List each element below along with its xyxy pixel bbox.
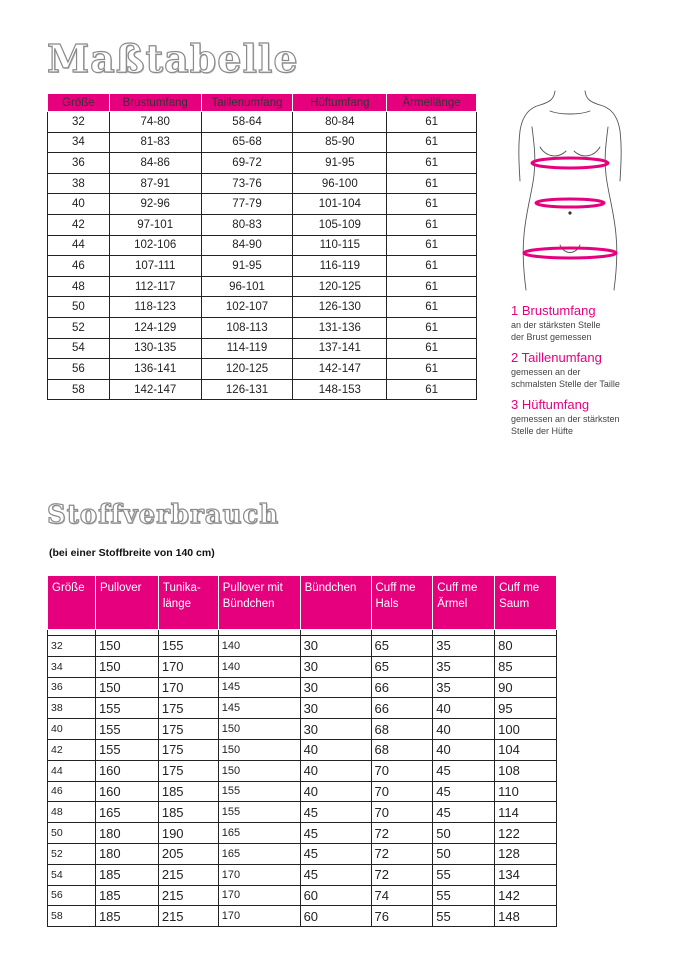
table-cell: 101-104 — [293, 194, 387, 215]
table-cell: 74 — [371, 885, 433, 906]
table-cell: 92-96 — [109, 194, 201, 215]
legend-hip-line-2: Stelle der Hüfte — [511, 426, 574, 436]
table-cell: 185 — [95, 906, 158, 927]
table-row — [48, 173, 477, 194]
table-cell: 45 — [300, 823, 371, 844]
table-cell: 175 — [158, 739, 218, 760]
legend-bust-line-1: an der stärksten Stelle — [511, 320, 601, 330]
table-cell: 60 — [300, 885, 371, 906]
table-row — [48, 317, 477, 338]
header-line: Pullover — [99, 582, 142, 594]
table-cell: 122 — [495, 823, 557, 844]
header-line: Cuff me — [499, 582, 540, 594]
table-cell: 175 — [158, 698, 218, 719]
table-cell: 40 — [300, 781, 371, 802]
table-row — [48, 739, 557, 760]
table-cell: 205 — [158, 843, 218, 864]
table-row — [48, 214, 477, 235]
header-line: Cuff me — [375, 582, 416, 594]
table-cell: 140 — [218, 636, 300, 657]
legend-waist — [511, 350, 620, 390]
table-cell: 185 — [158, 781, 218, 802]
table-cell: 96-100 — [293, 173, 387, 194]
header-line: Saum — [499, 598, 530, 610]
table-row — [48, 781, 557, 802]
table-cell: 124-129 — [109, 317, 201, 338]
table-cell: 45 — [433, 781, 495, 802]
table-cell: 45 — [300, 843, 371, 864]
table-cell: 142 — [495, 885, 557, 906]
table-cell: 50 — [48, 297, 110, 318]
table-cell: 68 — [371, 719, 433, 740]
table-cell: 45 — [300, 864, 371, 885]
header-line: Cuff me — [437, 582, 478, 594]
header-line: Bündchen — [222, 598, 275, 610]
table-cell: 38 — [48, 698, 96, 719]
table-cell: 46 — [48, 781, 96, 802]
table-cell: 155 — [95, 739, 158, 760]
table-cell: 131-136 — [293, 317, 387, 338]
table-cell: 126-131 — [201, 379, 293, 400]
table-row — [48, 256, 477, 277]
shoulder-arm-right — [600, 105, 621, 181]
table-cell: 77-79 — [201, 194, 293, 215]
table-cell: 34 — [48, 132, 110, 153]
table-row — [48, 359, 477, 380]
table-cell: 61 — [387, 256, 477, 277]
table-cell: 56 — [48, 885, 96, 906]
bust-left — [540, 147, 566, 156]
table-cell: 155 — [95, 719, 158, 740]
table-cell: 70 — [371, 781, 433, 802]
table-cell: 58 — [48, 379, 110, 400]
table-cell: 61 — [387, 112, 477, 133]
table-cell: 175 — [158, 719, 218, 740]
table-row — [48, 235, 477, 256]
table-cell: 52 — [48, 843, 96, 864]
table-cell: 102-106 — [109, 235, 201, 256]
waist-line — [536, 199, 604, 207]
table-row — [48, 194, 477, 215]
fabric-header-cell — [495, 576, 557, 630]
table-row — [48, 823, 557, 844]
torso-right — [605, 127, 617, 290]
table-cell: 30 — [300, 656, 371, 677]
table-row — [48, 636, 557, 657]
fabric-width-note: (bei einer Stoffbreite von 140 cm) — [49, 547, 215, 559]
table-cell: 155 — [95, 698, 158, 719]
table-cell: 34 — [48, 656, 96, 677]
table-cell: 150 — [95, 677, 158, 698]
table-cell: 170 — [218, 885, 300, 906]
table-cell: 40 — [433, 739, 495, 760]
torso-left — [523, 127, 535, 290]
header-line: Hals — [375, 598, 399, 610]
table-cell: 110-115 — [293, 235, 387, 256]
table-row — [48, 760, 557, 781]
neck-line-right — [585, 91, 600, 105]
table-cell: 165 — [218, 843, 300, 864]
table-cell: 91-95 — [201, 256, 293, 277]
table-cell: 150 — [95, 656, 158, 677]
table-cell: 35 — [433, 656, 495, 677]
legend-waist-line-1: gemessen an der — [511, 367, 581, 377]
table-cell: 72 — [371, 864, 433, 885]
table-cell: 80-84 — [293, 112, 387, 133]
table-cell: 72 — [371, 823, 433, 844]
table-cell: 42 — [48, 739, 96, 760]
table-cell: 145 — [218, 677, 300, 698]
table-row — [48, 698, 557, 719]
table-cell: 45 — [300, 802, 371, 823]
table-cell: 185 — [95, 885, 158, 906]
table-cell: 65 — [371, 636, 433, 657]
table-cell: 155 — [218, 781, 300, 802]
table-cell: 145 — [218, 698, 300, 719]
table-cell: 70 — [371, 760, 433, 781]
legend-bust-line-2: der Brust gemessen — [511, 332, 592, 342]
table-cell: 97-101 — [109, 214, 201, 235]
table-cell: 105-109 — [293, 214, 387, 235]
table-cell: 80-83 — [201, 214, 293, 235]
table-cell: 155 — [158, 636, 218, 657]
table-row — [48, 276, 477, 297]
table-cell: 84-90 — [201, 235, 293, 256]
measure-table — [47, 93, 477, 400]
table-cell: 65-68 — [201, 132, 293, 153]
table-cell: 61 — [387, 235, 477, 256]
table-cell: 85 — [495, 656, 557, 677]
table-cell: 55 — [433, 885, 495, 906]
table-cell: 96-101 — [201, 276, 293, 297]
table-cell: 185 — [158, 802, 218, 823]
fabric-section-title: Stoffverbrauch — [47, 500, 280, 530]
table-cell: 215 — [158, 885, 218, 906]
table-cell: 61 — [387, 173, 477, 194]
measure-header-cell: Hüftumfang — [293, 94, 387, 112]
fabric-header-cell — [300, 576, 371, 630]
table-cell: 30 — [300, 698, 371, 719]
measure-header-cell: Brustumfang — [109, 94, 201, 112]
header-line: Ärmel — [437, 598, 468, 610]
table-cell: 160 — [95, 781, 158, 802]
table-cell: 128 — [495, 843, 557, 864]
table-cell: 116-119 — [293, 256, 387, 277]
table-cell: 61 — [387, 214, 477, 235]
table-cell: 36 — [48, 153, 110, 174]
table-cell: 32 — [48, 636, 96, 657]
table-row — [48, 112, 477, 133]
table-cell: 95 — [495, 698, 557, 719]
legend-bust-title: 1 Brustumfang — [511, 303, 596, 318]
table-cell: 87-91 — [109, 173, 201, 194]
table-cell: 48 — [48, 802, 96, 823]
hip-line — [524, 248, 616, 258]
table-cell: 61 — [387, 317, 477, 338]
table-cell: 38 — [48, 173, 110, 194]
table-cell: 40 — [300, 739, 371, 760]
table-cell: 114 — [495, 802, 557, 823]
table-cell: 80 — [495, 636, 557, 657]
table-row — [48, 864, 557, 885]
table-cell: 104 — [495, 739, 557, 760]
header-line: Bündchen — [304, 582, 357, 594]
table-row — [48, 802, 557, 823]
table-cell: 73-76 — [201, 173, 293, 194]
table-cell: 44 — [48, 760, 96, 781]
table-cell: 55 — [433, 864, 495, 885]
table-cell: 134 — [495, 864, 557, 885]
table-cell: 68 — [371, 739, 433, 760]
table-cell: 120-125 — [201, 359, 293, 380]
table-cell: 61 — [387, 359, 477, 380]
table-cell: 61 — [387, 379, 477, 400]
table-cell: 215 — [158, 864, 218, 885]
fabric-header-cell — [371, 576, 433, 630]
table-cell: 61 — [387, 153, 477, 174]
header-line: Größe — [52, 582, 85, 594]
table-row — [48, 379, 477, 400]
table-cell: 150 — [218, 760, 300, 781]
table-cell: 102-107 — [201, 297, 293, 318]
table-cell: 50 — [433, 843, 495, 864]
table-cell: 58-64 — [201, 112, 293, 133]
legend-hip — [511, 397, 620, 437]
shoulder-arm-left — [519, 105, 540, 181]
table-cell: 130-135 — [109, 338, 201, 359]
table-cell: 72 — [371, 843, 433, 864]
table-cell: 190 — [158, 823, 218, 844]
table-cell: 69-72 — [201, 153, 293, 174]
bust-line — [532, 158, 608, 168]
table-cell: 170 — [218, 864, 300, 885]
header-line: Pullover mit — [222, 582, 283, 594]
table-cell: 61 — [387, 297, 477, 318]
bust-right — [574, 147, 600, 156]
table-cell: 108 — [495, 760, 557, 781]
table-cell: 40 — [300, 760, 371, 781]
table-cell: 30 — [300, 719, 371, 740]
table-cell: 40 — [48, 194, 110, 215]
table-cell: 61 — [387, 194, 477, 215]
table-cell: 81-83 — [109, 132, 201, 153]
table-cell: 120-125 — [293, 276, 387, 297]
table-cell: 45 — [433, 802, 495, 823]
table-cell: 175 — [158, 760, 218, 781]
table-cell: 155 — [218, 802, 300, 823]
table-cell: 150 — [95, 636, 158, 657]
table-cell: 140 — [218, 656, 300, 677]
table-cell: 61 — [387, 276, 477, 297]
legend-waist-title: 2 Taillenumfang — [511, 350, 602, 365]
table-row — [48, 297, 477, 318]
table-cell: 35 — [433, 636, 495, 657]
table-cell: 126-130 — [293, 297, 387, 318]
legend-waist-line-2: schmalsten Stelle der Taille — [511, 379, 620, 389]
table-cell: 170 — [218, 906, 300, 927]
table-cell: 137-141 — [293, 338, 387, 359]
table-cell: 40 — [433, 719, 495, 740]
measure-header-cell: Ärmellänge — [387, 94, 477, 112]
table-cell: 58 — [48, 906, 96, 927]
table-cell: 112-117 — [109, 276, 201, 297]
table-cell: 30 — [300, 677, 371, 698]
table-cell: 165 — [95, 802, 158, 823]
table-cell: 61 — [387, 132, 477, 153]
measure-header-cell: Größe — [48, 94, 110, 112]
table-cell: 55 — [433, 906, 495, 927]
table-cell: 185 — [95, 864, 158, 885]
measure-table-header — [48, 94, 477, 112]
fabric-table-header — [48, 576, 557, 630]
table-cell: 107-111 — [109, 256, 201, 277]
table-cell: 118-123 — [109, 297, 201, 318]
fabric-table — [47, 575, 557, 927]
table-cell: 46 — [48, 256, 110, 277]
navel — [568, 211, 571, 214]
table-cell: 50 — [48, 823, 96, 844]
table-row — [48, 677, 557, 698]
header-line: länge — [162, 598, 191, 610]
fabric-header-cell — [158, 576, 218, 630]
table-cell: 50 — [433, 823, 495, 844]
table-cell: 52 — [48, 317, 110, 338]
table-cell: 142-147 — [293, 359, 387, 380]
table-cell: 85-90 — [293, 132, 387, 153]
neck-line-left — [540, 91, 555, 105]
table-cell: 180 — [95, 823, 158, 844]
fabric-header-cell — [433, 576, 495, 630]
table-cell: 90 — [495, 677, 557, 698]
table-row — [48, 885, 557, 906]
table-cell: 76 — [371, 906, 433, 927]
table-cell: 66 — [371, 677, 433, 698]
table-cell: 100 — [495, 719, 557, 740]
table-cell: 56 — [48, 359, 110, 380]
table-cell: 150 — [218, 739, 300, 760]
table-cell: 170 — [158, 656, 218, 677]
table-cell: 148 — [495, 906, 557, 927]
table-cell: 150 — [218, 719, 300, 740]
table-cell: 148-153 — [293, 379, 387, 400]
table-cell: 44 — [48, 235, 110, 256]
table-cell: 114-119 — [201, 338, 293, 359]
table-cell: 54 — [48, 864, 96, 885]
table-cell: 70 — [371, 802, 433, 823]
table-row — [48, 132, 477, 153]
table-cell: 136-141 — [109, 359, 201, 380]
page-title: Maßtabelle — [47, 36, 299, 81]
table-cell: 91-95 — [293, 153, 387, 174]
table-row — [48, 153, 477, 174]
table-cell: 65 — [371, 656, 433, 677]
table-cell: 74-80 — [109, 112, 201, 133]
table-cell: 61 — [387, 338, 477, 359]
collarbone — [550, 111, 590, 114]
table-cell: 66 — [371, 698, 433, 719]
legend-hip-line-1: gemessen an der stärksten — [511, 414, 620, 424]
table-cell: 42 — [48, 214, 110, 235]
table-cell: 45 — [433, 760, 495, 781]
table-cell: 40 — [433, 698, 495, 719]
table-row — [48, 843, 557, 864]
header-line: Tunika- — [162, 582, 201, 594]
fabric-header-cell — [95, 576, 158, 630]
measure-header-cell: Taillenumfang — [201, 94, 293, 112]
table-cell: 54 — [48, 338, 110, 359]
fabric-header-cell — [218, 576, 300, 630]
table-cell: 180 — [95, 843, 158, 864]
table-cell: 30 — [300, 636, 371, 657]
fabric-header-cell — [48, 576, 96, 630]
table-cell: 170 — [158, 677, 218, 698]
table-cell: 215 — [158, 906, 218, 927]
table-row — [48, 719, 557, 740]
table-cell: 142-147 — [109, 379, 201, 400]
table-cell: 60 — [300, 906, 371, 927]
legend-bust — [511, 303, 601, 343]
table-cell: 32 — [48, 112, 110, 133]
table-cell: 48 — [48, 276, 110, 297]
table-row — [48, 906, 557, 927]
table-cell: 110 — [495, 781, 557, 802]
table-cell: 40 — [48, 719, 96, 740]
table-cell: 84-86 — [109, 153, 201, 174]
table-cell: 108-113 — [201, 317, 293, 338]
table-row — [48, 656, 557, 677]
table-cell: 160 — [95, 760, 158, 781]
legend-hip-title: 3 Hüftumfang — [511, 397, 590, 412]
table-cell: 36 — [48, 677, 96, 698]
body-measurement-figure — [510, 85, 630, 295]
table-cell: 165 — [218, 823, 300, 844]
table-row — [48, 338, 477, 359]
table-cell: 35 — [433, 677, 495, 698]
